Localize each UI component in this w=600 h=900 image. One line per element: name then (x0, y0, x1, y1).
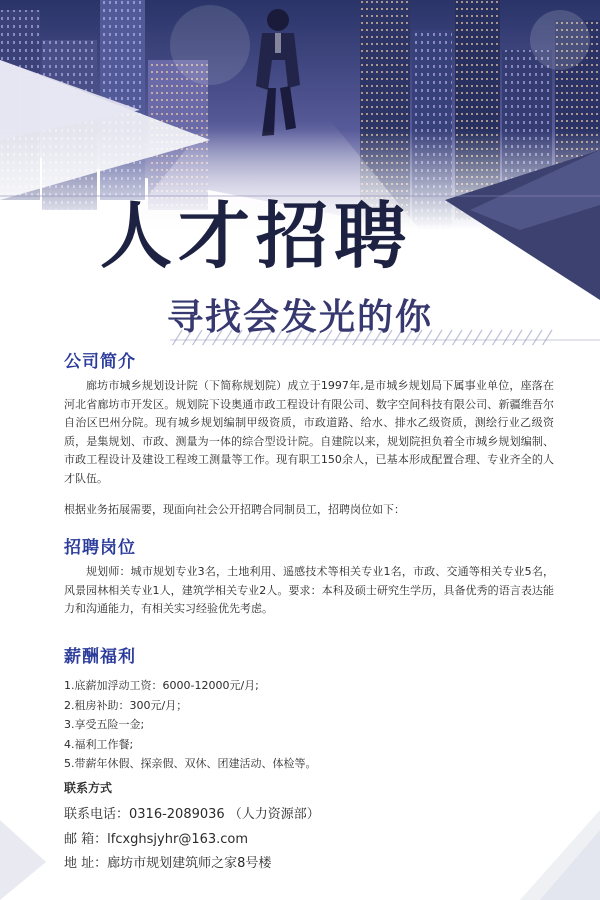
benefits-list (64, 676, 317, 774)
section-title-benefits: 薪酬福利 (64, 647, 136, 667)
section-title-company: 公司简介 (64, 352, 136, 372)
email-value[interactable]: lfcxghsjyhr@163.com (107, 832, 249, 847)
benefit-item: 3.享受五险一金; (64, 718, 145, 731)
subtitle: 寻找会发光的你 (167, 297, 434, 338)
benefit-item: 2.租房补助：300元/月； (64, 698, 188, 712)
section-title-positions: 招聘岗位 (64, 538, 136, 558)
hero-banner (0, 0, 600, 345)
contact-address-row (64, 852, 271, 871)
address-label: 地 址： (64, 856, 108, 871)
benefit-item: 5.带薪年休假、探亲假、双休、团建活动、体检等。 (64, 757, 317, 770)
company-intro: 廊坊市城乡规划设计院（下简称规划院）成立于1997年,是市城乡规划局下属事业单位，座落在河北省廊坊市开发区。规划院下设奥通市政工程设计有限公司、数字空间科技有限公司、新疆维吾尔自治区巴州分院。现有城乡规划编制甲级资质，市政道路、给水、排水乙级资质，测绘行业乙级资质，是集规划、市政、测量为一体的综合型设计院。自建院以来，规划院担负着全市城乡规划编制、市政工程设计及建设工程竣工测量等工作。现有职工150余人，已基本形成配置合理、专业齐全的人才队伍。 (64, 379, 554, 485)
corner-triangle-left (0, 820, 60, 900)
contact-heading: 联系方式 (64, 781, 113, 795)
address-value: 廊坊市规划建筑师之家8号楼 (107, 856, 272, 871)
diagonal-hatch (0, 0, 600, 345)
email-label: 邮 箱： (64, 832, 108, 847)
benefit-item: 1.底薪加浮动工资：6000-12000元/月; (64, 679, 259, 692)
positions-text: 规划师：城市规划专业3名，土地利用、遥感技术等相关专业1名，市政、交通等相关专业5名，风景园林相关专业1人，建筑学相关专业2人。要求：本科及硕士研究生学历，具备优秀的语言表达能力和沟通能力，有相关实习经验优先考虑。 (64, 565, 554, 615)
main-title: 人才招聘 (100, 194, 413, 278)
recruit-note: 根据业务拓展需要，现面向社会公开招聘合同制员工，招聘岗位如下： (64, 503, 405, 516)
benefit-item: 4.福利工作餐; (64, 737, 134, 751)
contact-phone: 联系电话：0316-2089036 （人力资源部） (64, 807, 320, 822)
corner-triangle-right (520, 810, 600, 900)
contact-email-row (64, 828, 248, 847)
